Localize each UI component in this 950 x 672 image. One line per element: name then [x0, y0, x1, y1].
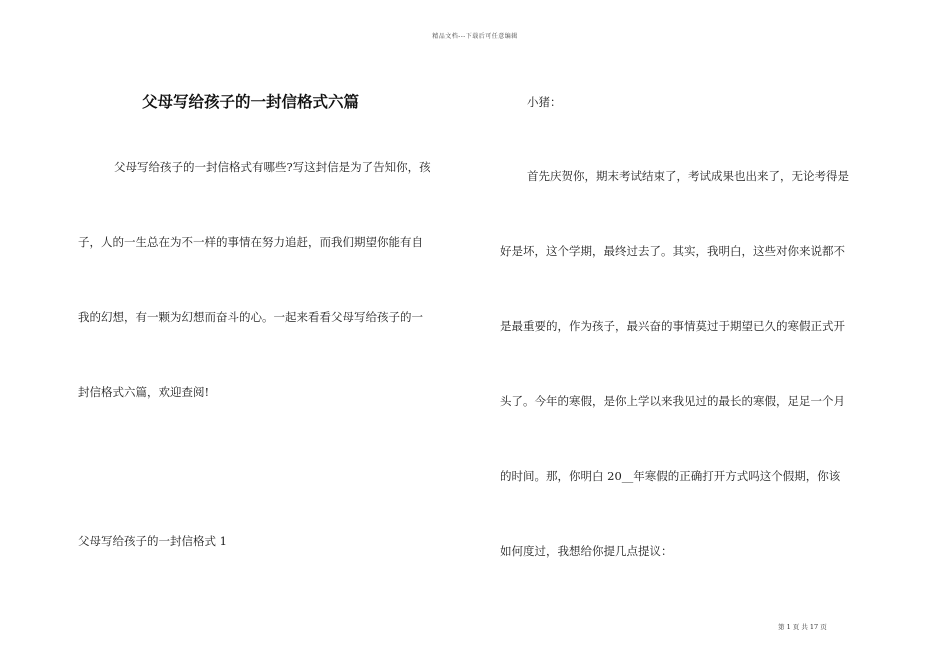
- page-header-note: 精品文档---下载后可任意编辑: [432, 33, 518, 40]
- document-title: 父母写给孩子的一封信格式六篇: [142, 93, 360, 111]
- body-line-4: 头了。今年的寒假，是你上学以来我见过的最长的寒假，足足一个月: [500, 394, 845, 408]
- body-line-6: 如何度过，我想给你提几点提议：: [500, 544, 673, 558]
- page-number: 第 1 页 共 17 页: [778, 623, 827, 631]
- body-line-3: 是最重要的，作为孩子，最兴奋的事情莫过于期望已久的寒假正式开: [500, 319, 845, 333]
- intro-line-3: 我的幻想，有一颗为幻想而奋斗的心。一起来看看父母写给孩子的一: [78, 310, 423, 324]
- body-line-1: 首先庆贺你，期末考试结束了，考试成果也出来了，无论考得是: [527, 169, 849, 183]
- intro-line-1: 父母写给孩子的一封信格式有哪些?写这封信是为了告知你，孩: [114, 160, 431, 174]
- intro-line-4: 封信格式六篇，欢迎查阅!: [78, 385, 210, 399]
- salutation: 小猪：: [527, 95, 562, 109]
- body-line-2: 好是坏，这个学期，最终过去了。其实，我明白，这些对你来说都不: [500, 244, 845, 258]
- intro-line-2: 子，人的一生总在为不一样的事情在努力追赶，而我们期望你能有自: [78, 235, 423, 249]
- body-line-5: 的时间。那，你明白 20__年寒假的正确打开方式吗这个假期，你该: [500, 469, 841, 483]
- section-heading: 父母写给孩子的一封信格式 1: [78, 534, 227, 548]
